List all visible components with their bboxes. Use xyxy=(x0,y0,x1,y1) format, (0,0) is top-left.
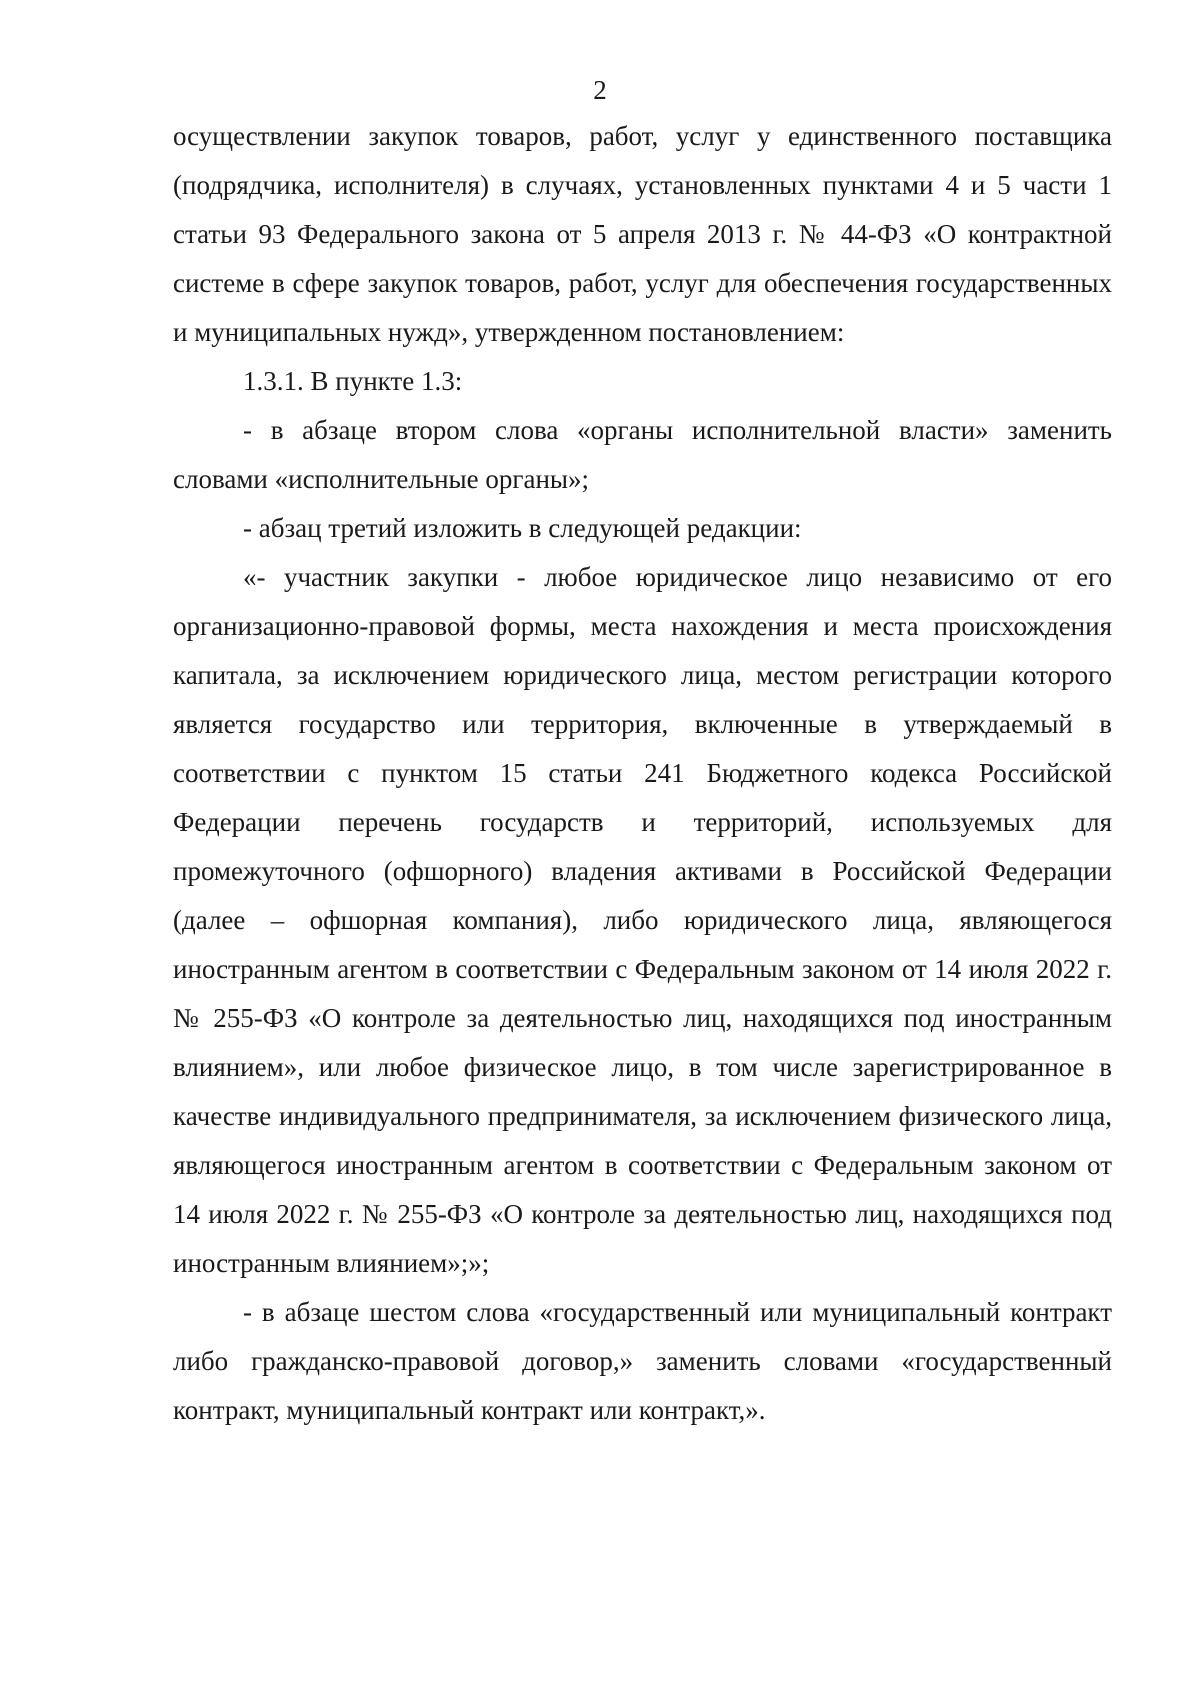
paragraph-item-abzats-vtoroy: - в абзаце втором слова «органы исполнительной власти» заменить словами «исполнительные органы»; xyxy=(173,415,1112,494)
paragraph-clause-1-3-1: 1.3.1. В пункте 1.3: xyxy=(243,366,463,396)
page-number: 2 xyxy=(593,75,607,105)
paragraph-item-abzats-shestoy: - в абзаце шестом слова «государственный или муниципальный контракт либо гражданско-правовой договор,» заменить словами «государственный контракт, муниципальный контракт или контракт,». xyxy=(173,1297,1112,1425)
paragraph-new-wording: «- участник закупки - любое юридическое лицо независимо от его организационно-правовой формы, места нахождения и места происхождения капитала, за исключением юридического лица, местом регистрации которого является государство или территория, включенные в утверждаемый в соответствии с пунктом 15 статьи 241 Бюджетного кодекса Российской Федерации перечень государств и территорий, используемых для промежуточного (офшорного) владения активами в Российской Федерации (далее – офшорная компания), либо юридического лица, являющегося иностранным агентом в соответствии с Федеральным законом от 14 июля 2022 г. № 255-ФЗ «О контроле за деятельностью лиц, находящихся под иностранным влиянием», или любое физическое лицо, в том числе зарегистрированное в качестве индивидуального предпринимателя, за исключением физического лица, являющегося иностранным агентом в соответствии с Федеральным законом от 14 июля 2022 г. № 255-ФЗ «О контроле за деятельностью лиц, находящихся под иностранным влиянием»;»; xyxy=(173,562,1112,1278)
paragraph-item-abzats-tretiy: - абзац третий изложить в следующей редакции: xyxy=(243,513,802,543)
paragraph-intro: осуществлении закупок товаров, работ, услуг у единственного поставщика (подрядчика, исполнителя) в случаях, установленных пунктами 4 и 5 части 1 статьи 93 Федерального закона от 5 апреля 2013 г. № 44-ФЗ «О контрактной системе в сфере закупок товаров, работ, услуг для обеспечения государственных и муниципальных нужд», утвержденном постановлением: xyxy=(173,121,1112,347)
document-body xyxy=(173,112,1112,1435)
